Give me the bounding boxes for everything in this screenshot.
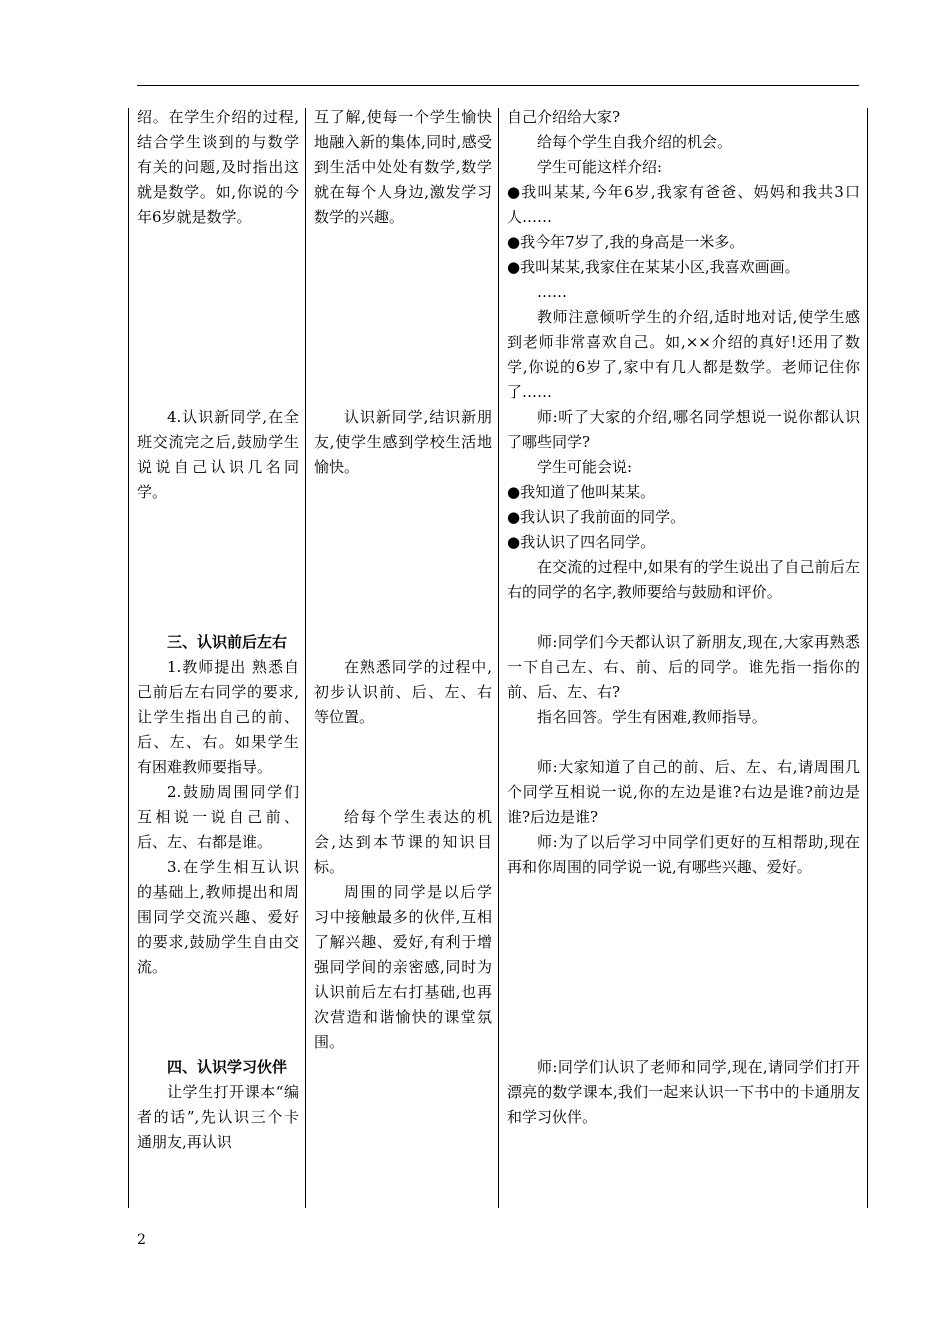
dialogue-text: 师:同学们今天都认识了新朋友,现在,大家再熟悉一下自己左、右、前、后的同学。谁先指一指你的前、后、左、右? bbox=[507, 633, 860, 701]
dialogue-text: 师:大家知道了自己的前、后、左、右,请周围几个同学互相说一说,你的左边是谁?右边是谁?前边是谁?后边是谁? bbox=[507, 758, 860, 826]
dialogue-text: 在交流的过程中,如果有的学生说出了自己前后左右的同学的名字,教师要给与鼓励和评价。 bbox=[507, 558, 860, 601]
process-text: 2.鼓励周围同学们互相说一说自己前、后、左、右都是谁。 bbox=[137, 783, 299, 851]
dialogue-bullet: ● 我今年7岁了,我的身高是一米多。 bbox=[507, 230, 860, 255]
dialogue-bullet: ● 我知道了他叫某某。 bbox=[507, 480, 860, 505]
process-text: 让学生打开课本“编者的话”,先认识三个卡通朋友,再认识 bbox=[137, 1083, 299, 1151]
intent-text: 给每个学生表达的机会,达到本节课的知识目标。 bbox=[314, 808, 492, 876]
dialogue-text: 给每个学生自我介绍的机会。 bbox=[537, 133, 733, 151]
column-dialogue bbox=[507, 105, 860, 1130]
page-number: 2 bbox=[137, 1232, 146, 1248]
table-divider-2 bbox=[498, 108, 499, 1208]
dialogue-bullet: ● 我认识了四名同学。 bbox=[507, 530, 860, 555]
intent-text: 周围的同学是以后学习中接触最多的伙伴,互相了解兴趣、爱好,有利于增强同学间的亲密感,同时为认识前后左右打基础,也再次营造和谐愉快的课堂氛围。 bbox=[314, 883, 492, 1051]
column-process bbox=[137, 105, 299, 1155]
header-rule bbox=[137, 85, 859, 86]
dialogue-text: 教师注意倾听学生的介绍,适时地对话,使学生感到老师非常喜欢自己。如,××介绍的真好!还用了数学,你说的6岁了,家中有几人都是数学。老师记住你了…… bbox=[507, 308, 860, 401]
column-intent bbox=[314, 105, 492, 1055]
process-text: 3.在学生相互认识的基础上,教师提出和周围同学交流兴趣、爱好的要求,鼓励学生自由交流。 bbox=[137, 858, 299, 976]
dialogue-text: 指名回答。学生有困难,教师指导。 bbox=[537, 708, 767, 726]
intent-text: 在熟悉同学的过程中,初步认识前、后、左、右等位置。 bbox=[314, 658, 492, 726]
dialogue-bullet: ● 我叫某某,我家住在某某小区,我喜欢画画。 bbox=[507, 255, 860, 280]
process-text: 4.认识新同学,在全班交流完之后,鼓励学生说说自己认识几名同学。 bbox=[137, 408, 299, 501]
section-heading: 四、认识学习伙伴 bbox=[167, 1058, 288, 1076]
intent-text: 认识新同学,结识新朋友,使学生感到学校生活地愉快。 bbox=[314, 408, 492, 476]
dialogue-text: 师:听了大家的介绍,哪名同学想说一说你都认识了哪些同学? bbox=[507, 408, 860, 451]
table-border-right bbox=[867, 108, 868, 1208]
dialogue-text: 师:同学们认识了老师和同学,现在,请同学们打开漂亮的数学课本,我们一起来认识一下书中的卡通朋友和学习伙伴。 bbox=[507, 1058, 860, 1126]
table-border-left bbox=[128, 108, 129, 1208]
process-text: 1.教师提出 熟悉自己前后左右同学的要求,让学生指出自己的前、后、左、右。如果学生有困难教师要指导。 bbox=[137, 658, 299, 776]
dialogue-text: 师:为了以后学习中同学们更好的互相帮助,现在再和你周围的同学说一说,有哪些兴趣、爱好。 bbox=[507, 833, 860, 876]
dialogue-ellipsis: …… bbox=[537, 283, 567, 301]
table-divider-1 bbox=[305, 108, 306, 1208]
dialogue-bullet: ● 我叫某某,今年6岁,我家有爸爸、妈妈和我共3口人…… bbox=[507, 180, 860, 230]
section-heading: 三、认识前后左右 bbox=[167, 633, 288, 651]
dialogue-text: 自己介绍给大家? bbox=[507, 108, 621, 126]
dialogue-text: 学生可能这样介绍: bbox=[537, 158, 663, 176]
intent-text: 互了解,使每一个学生愉快地融入新的集体,同时,感受到生活中处处有数学,数学就在每个人身边,激发学习数学的兴趣。 bbox=[314, 108, 492, 226]
dialogue-bullet: ● 我认识了我前面的同学。 bbox=[507, 505, 860, 530]
dialogue-text: 学生可能会说: bbox=[537, 458, 633, 476]
process-text: 绍。在学生介绍的过程,结合学生谈到的与数学有关的问题,及时指出这就是数学。如,你说的今年6岁就是数学。 bbox=[137, 108, 299, 226]
